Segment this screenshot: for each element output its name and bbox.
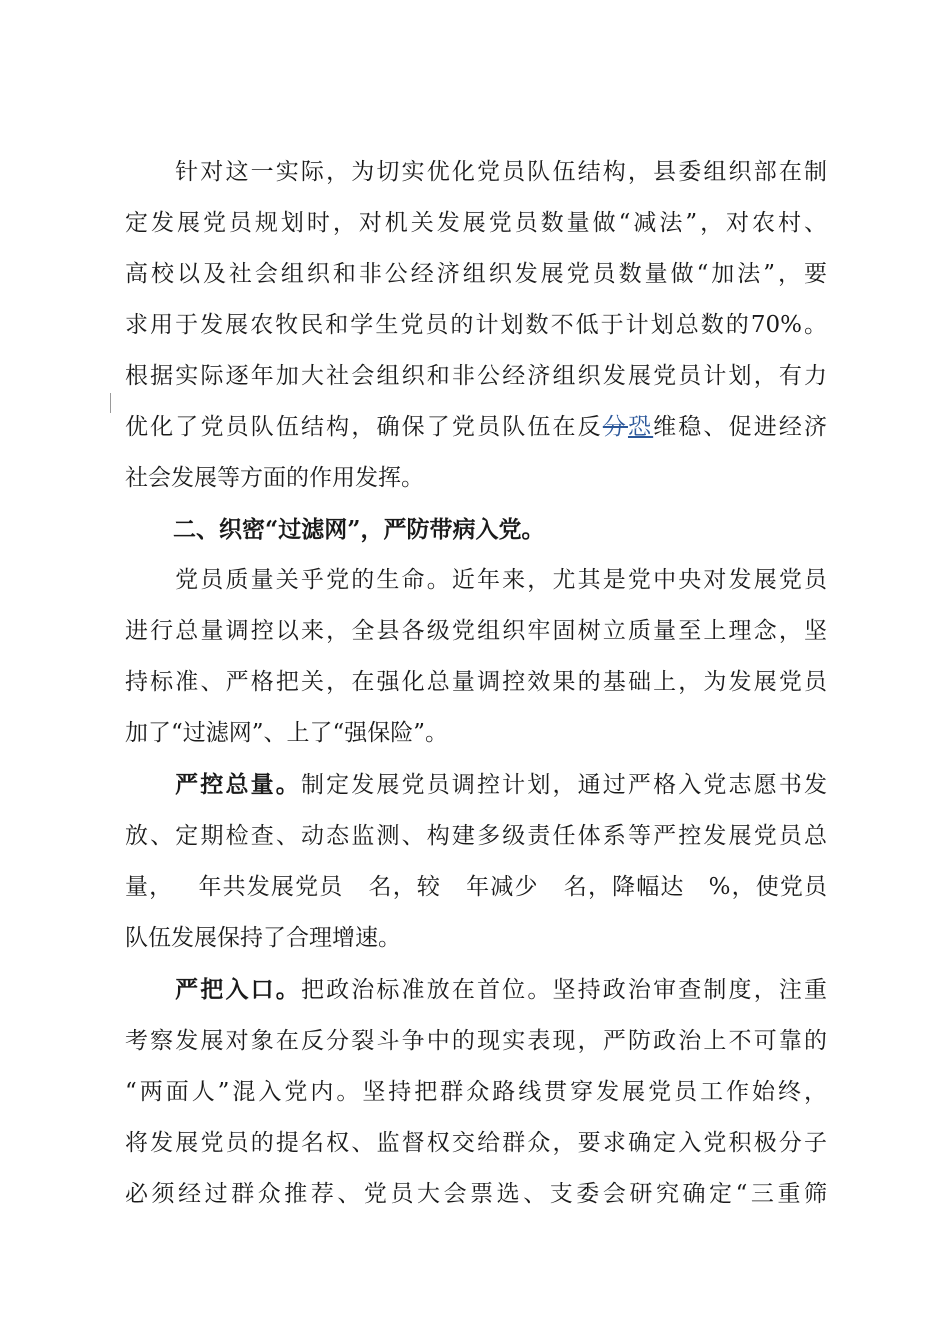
text-line: 严控总量。制定发展党员调控计划，通过严格入党志愿书发 <box>173 771 828 798</box>
text-line: 社会发展等方面的作用发挥。 <box>125 465 424 491</box>
text-line: 进行总量调控以来，全县各级党组织牢固树立质量至上理念，坚 <box>125 618 827 644</box>
text-line: 加了“过滤网”、上了“强保险”。 <box>125 720 449 746</box>
text-line: 严把入口。把政治标准放在首位。坚持政治审查制度，注重 <box>173 976 828 1003</box>
paragraph-lead: 严控总量。 <box>173 771 301 798</box>
text-line: 持标准、严格把关，在强化总量调控效果的基础上，为发展党员 <box>125 669 827 695</box>
text-line: 求用于发展农牧民和学生党员的计划数不低于计划总数的70%。 <box>125 312 827 338</box>
text-line: 党员质量关乎党的生命。近年来，尤其是党中央对发展党员 <box>173 567 827 593</box>
paragraph-total-control <box>125 759 827 964</box>
deleted-text: 分 <box>602 414 628 440</box>
text-line: 针对这一实际，为切实优化党员队伍结构，县委组织部在制 <box>173 159 827 185</box>
text-line-with-blanks: 量， 年共发展党员 名，较 年减少 名，降幅达 %，使党员 <box>125 874 828 900</box>
paragraph-lead: 严把入口。 <box>173 976 301 1003</box>
text-line-with-revision: 优化了党员队伍结构，确保了党员队伍在反分恐维稳、促进经济 <box>125 414 828 440</box>
paragraph-quality <box>125 555 827 759</box>
section-heading: 二、织密“过滤网”，严防带病入党。 <box>173 516 545 543</box>
text-line: 定发展党员规划时，对机关发展党员数量做“减法”，对农村、 <box>125 210 827 236</box>
text-line: 将发展党员的提名权、监督权交给群众，要求确定入党积极分子 <box>125 1130 827 1156</box>
text-line: “两面人”混入党内。坚持把群众路线贯穿发展党员工作始终， <box>125 1079 827 1105</box>
paragraph-structure-optimization <box>125 147 827 504</box>
text-line: 放、定期检查、动态监测、构建多级责任体系等严控发展党员总 <box>125 823 827 849</box>
text-line: 考察发展对象在反分裂斗争中的现实表现，严防政治上不可靠的 <box>125 1028 827 1054</box>
document-body <box>125 147 827 1220</box>
text-line: 根据实际逐年加大社会组织和非公经济组织发展党员计划，有力 <box>125 363 827 389</box>
inserted-text: 恐 <box>627 414 654 440</box>
text-line: 队伍发展保持了合理增速。 <box>125 925 401 951</box>
paragraph-entry-control <box>125 964 827 1220</box>
text-line: 高校以及社会组织和非公经济组织发展党员数量做“加法”，要 <box>125 261 827 287</box>
revision-change-bar <box>110 393 111 413</box>
text-line: 必须经过群众推荐、党员大会票选、支委会研究确定“三重筛 <box>125 1181 827 1207</box>
